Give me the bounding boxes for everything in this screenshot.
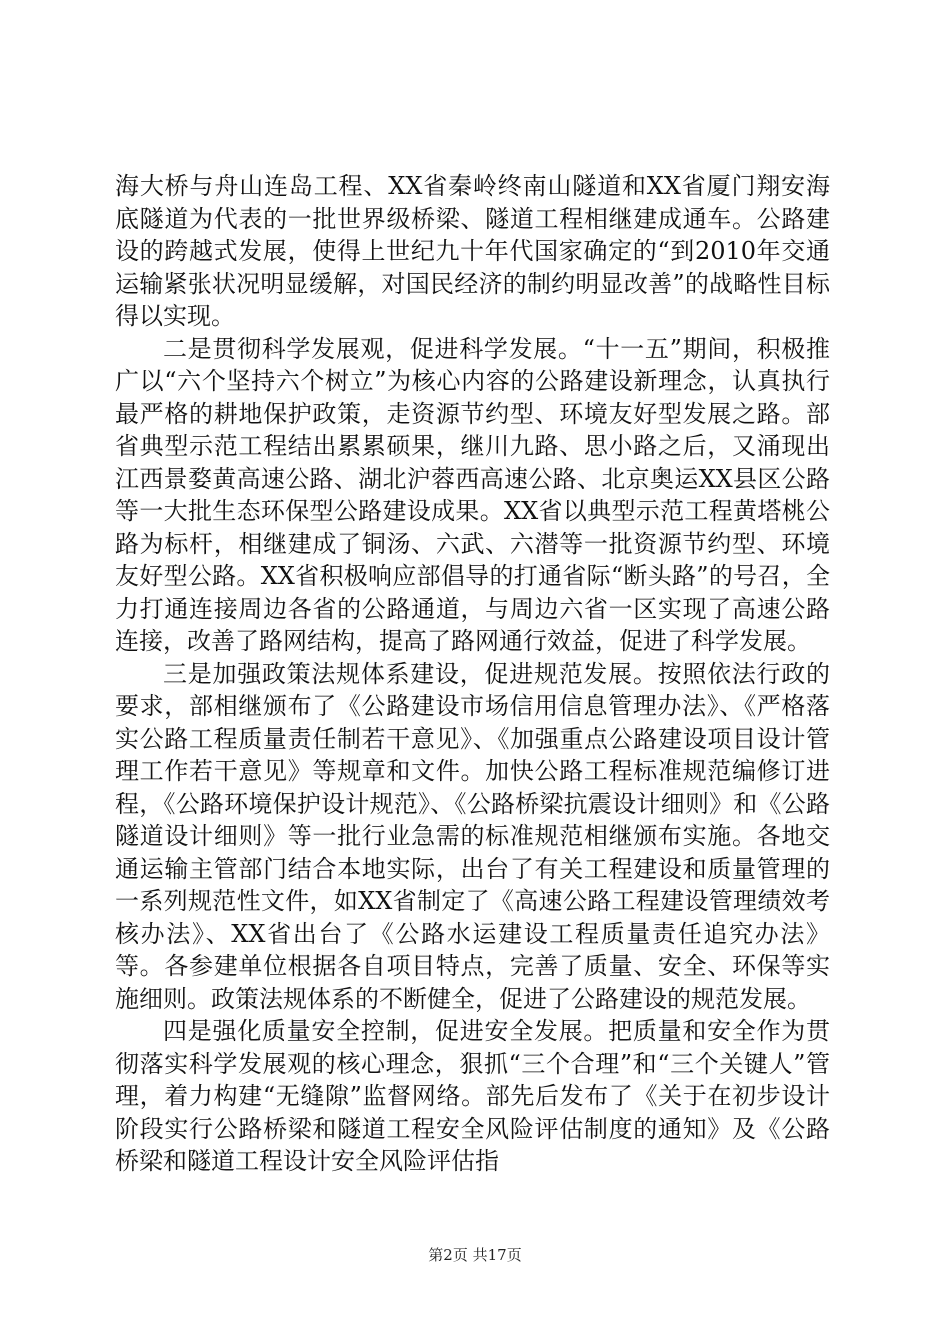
paragraph-4: 四是强化质量安全控制，促进安全发展。把质量和安全作为贯彻落实科学发展观的核心理念，狠抓“三个合理”和“三个关键人”管理，着力构建“无缝隙”监督网络。部先后发布了《关于在初步设计阶段实行公路桥梁和隧道工程安全风险评估制度的通知》及《公路桥梁和隧道工程设计安全风险评估指 [115,1017,830,1175]
paragraph-2: 二是贯彻科学发展观，促进科学发展。“十一五”期间，积极推广以“六个坚持六个树立”为核心内容的公路建设新理念，认真执行最严格的耕地保护政策，走资源节约型、环境友好型发展之路。部省典型示范工程结出累累硕果，继川九路、思小路之后，又涌现出江西景婺黄高速公路、湖北沪蓉西高速公路、北京奥运XX县区公路等一大批生态环保型公路建设成果。XX省以典型示范工程黄塔桃公路为标杆，相继建成了铜汤、六武、六潜等一批资源节约型、环境友好型公路。XX省积极响应部倡导的打通省际“断头路”的号召，全力打通连接周边各省的公路通道，与周边六省一区实现了高速公路连接，改善了路网结构，提高了路网通行效益，促进了科学发展。 [115,334,830,655]
document-body [115,170,830,1178]
paragraph-1: 海大桥与舟山连岛工程、XX省秦岭终南山隧道和XX省厦门翔安海底隧道为代表的一批世界级桥梁、隧道工程相继建成通车。公路建设的跨越式发展，使得上世纪九十年代国家确定的“到2010年交通运输紧张状况明显缓解，对国民经济的制约明显改善”的战略性目标得以实现。 [115,172,830,330]
paragraph-3: 三是加强政策法规体系建设，促进规范发展。按照依法行政的要求，部相继颁布了《公路建设市场信用信息管理办法》、《严格落实公路工程质量责任制若干意见》、《加强重点公路建设项目设计管理工作若干意见》等规章和文件。加快公路工程标准规范编修订进程，《公路环境保护设计规范》、《公路桥梁抗震设计细则》和《公路隧道设计细则》等一批行业急需的标准规范相继颁布实施。各地交通运输主管部门结合本地实际，出台了有关工程建设和质量管理的一系列规范性文件，如XX省制定了《高速公路工程建设管理绩效考核办法》、XX省出台了《公路水运建设工程质量责任追究办法》等。各参建单位根据各自项目特点，完善了质量、安全、环保等实施细则。政策法规体系的不断健全，促进了公路建设的规范发展。 [115,659,830,1013]
page-number-footer: 第2页 共17页 [428,1246,522,1264]
